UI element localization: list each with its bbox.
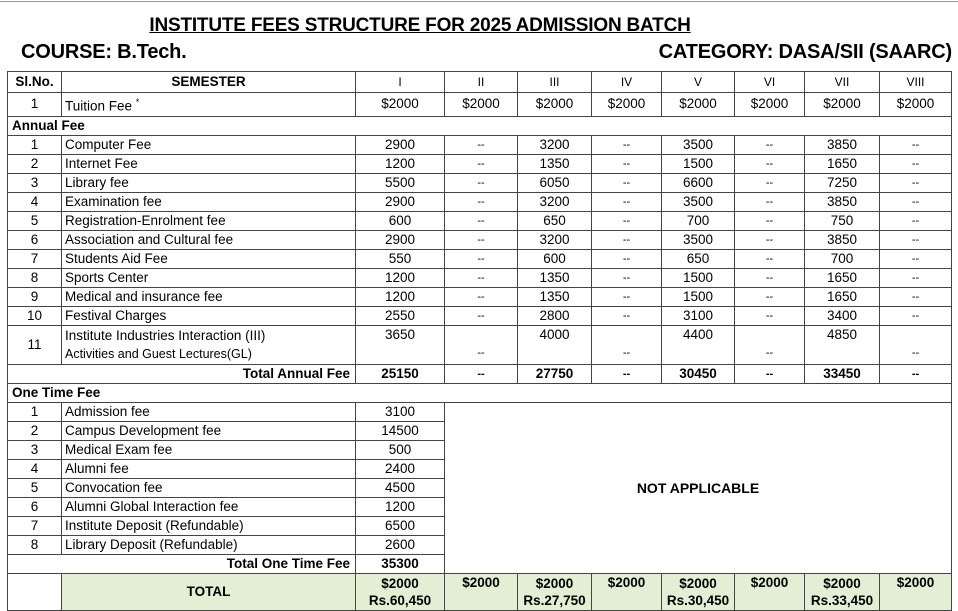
value-cell-sem-2: --: [445, 268, 518, 287]
fee-label: Alumni Global Interaction fee: [62, 497, 356, 516]
value-cell-sem-8: --: [880, 211, 952, 230]
fees-table: [7, 71, 952, 611]
value-cell-sem-8: --: [880, 287, 952, 306]
value-cell-sem-1: 3100: [356, 402, 445, 421]
not-applicable-cell: NOT APPLICABLE: [445, 402, 952, 573]
fee-label: Internet Fee: [62, 154, 356, 173]
grand-total-usd: $2000: [750, 574, 789, 590]
slno-cell: 2: [8, 154, 62, 173]
value-cell-sem-1: 6500: [356, 516, 445, 535]
slno-cell: 8: [8, 268, 62, 287]
value-cell-sem-5: 3500: [662, 192, 735, 211]
grand-total-sem-5: [662, 573, 735, 610]
header-sem-3: III: [518, 72, 592, 93]
header-sem-2: II: [445, 72, 518, 93]
fee-label: Computer Fee: [62, 135, 356, 154]
header-sem-8: VIII: [880, 72, 952, 93]
value-cell-sem-6: --: [735, 287, 805, 306]
annual-fee-row: [8, 306, 952, 325]
value-cell-sem-1: $2000: [356, 93, 445, 117]
grand-total-sem-8: [880, 573, 952, 610]
header-slno: Sl.No.: [8, 72, 62, 93]
slno-cell: 5: [8, 211, 62, 230]
value-cell-sem-4: --: [592, 268, 662, 287]
grand-total-inr: Rs.60,450: [368, 592, 432, 608]
value-cell-sem-7: 750: [805, 211, 880, 230]
value-cell-sem-4: --: [592, 287, 662, 306]
value-cell-sem-2: --: [445, 249, 518, 268]
grand-total-blank: [8, 573, 62, 610]
annual-fee-heading: Annual Fee: [8, 116, 952, 135]
annual-fee-row: [8, 135, 952, 154]
one-time-fee-heading: One Time Fee: [8, 383, 952, 402]
slno-cell: 6: [8, 230, 62, 249]
value-cell-sem-1: 35300: [356, 554, 445, 573]
value-cell-sem-4: --: [592, 135, 662, 154]
fee-label: Convocation fee: [62, 478, 356, 497]
annual-fee-row: [8, 192, 952, 211]
value-cell-sem-6: --: [735, 230, 805, 249]
value-cell-sem-8: --: [880, 135, 952, 154]
fee-label: Library fee: [62, 173, 356, 192]
grand-total-usd: $2000: [679, 575, 717, 591]
value-cell-sem-7: 3850: [805, 230, 880, 249]
grand-total-sem-3: [518, 573, 592, 610]
annual-fee-row: [8, 173, 952, 192]
value-cell-sem-1: 600: [356, 211, 445, 230]
fee-label: Medical Exam fee: [62, 440, 356, 459]
value-cell-sem-5: 6600: [662, 173, 735, 192]
fee-label: Association and Cultural fee: [62, 230, 356, 249]
document-title: INSTITUTE FEES STRUCTURE FOR 2025 ADMISSION BATCH: [149, 15, 691, 36]
value-cell-sem-2: --: [445, 173, 518, 192]
value-cell-sem-6: --: [735, 268, 805, 287]
value-cell-sem-7: $2000: [805, 93, 880, 117]
value-cell-sem-7: 4850: [805, 325, 880, 364]
value-cell-sem-1: 1200: [356, 268, 445, 287]
value-cell-sem-4: --: [592, 364, 662, 383]
value-cell-sem-8: --: [880, 364, 952, 383]
value-cell-sem-3: 1350: [518, 268, 592, 287]
value-cell-sem-3: 1350: [518, 287, 592, 306]
value-cell-sem-8: --: [880, 230, 952, 249]
value-cell-sem-6: --: [735, 192, 805, 211]
value-cell-sem-1: 500: [356, 440, 445, 459]
value-cell-sem-3: 2800: [518, 306, 592, 325]
fee-label: Sports Center: [62, 268, 356, 287]
value-cell-sem-8: $2000: [880, 93, 952, 117]
annual-fee-row: [8, 287, 952, 306]
value-cell-sem-2: --: [445, 325, 518, 364]
value-cell-sem-2: --: [445, 211, 518, 230]
fee-label: Institute Deposit (Refundable): [62, 516, 356, 535]
value-cell-sem-3: 27750: [518, 364, 592, 383]
value-cell-sem-2: --: [445, 287, 518, 306]
value-cell-sem-5: 4400: [662, 325, 735, 364]
header-sem-7: VII: [805, 72, 880, 93]
value-cell-sem-2: --: [445, 135, 518, 154]
value-cell-sem-1: 4500: [356, 478, 445, 497]
slno-cell: 4: [8, 192, 62, 211]
grand-total-inr: Rs.30,450: [666, 592, 730, 608]
annual-fee-row: [8, 249, 952, 268]
value-cell-sem-6: --: [735, 211, 805, 230]
value-cell-sem-6: --: [735, 364, 805, 383]
value-cell-sem-7: 7250: [805, 173, 880, 192]
value-cell-sem-6: --: [735, 306, 805, 325]
fee-label: Festival Charges: [62, 306, 356, 325]
header-sem-6: VI: [735, 72, 805, 93]
value-cell-sem-6: --: [735, 135, 805, 154]
header-semester: SEMESTER: [62, 72, 356, 93]
slno-cell: 7: [8, 249, 62, 268]
value-cell-sem-2: --: [445, 364, 518, 383]
grand-total-sem-6: [735, 573, 805, 610]
value-cell-sem-4: $2000: [592, 93, 662, 117]
value-cell-sem-5: 30450: [662, 364, 735, 383]
fee-label: Students Aid Fee: [62, 249, 356, 268]
slno-cell: 1: [8, 402, 62, 421]
value-cell-sem-3: 6050: [518, 173, 592, 192]
fee-label-line1: Institute Industries Interaction (III): [65, 327, 266, 343]
value-cell-sem-1: 1200: [356, 287, 445, 306]
slno-cell: 8: [8, 535, 62, 554]
fee-label: Alumni fee: [62, 459, 356, 478]
value-cell-sem-1: 3650: [356, 325, 445, 364]
value-cell-sem-3: $2000: [518, 93, 592, 117]
annual-fee-section-row: [8, 116, 952, 135]
slno-cell: 2: [8, 421, 62, 440]
value-cell-sem-8: --: [880, 173, 952, 192]
grand-total-label: TOTAL: [62, 573, 356, 610]
grand-total-usd: $2000: [535, 575, 574, 591]
header-sem-1: I: [356, 72, 445, 93]
grand-total-inr: Rs.27,750: [523, 592, 586, 608]
value-cell-sem-7: 1650: [805, 287, 880, 306]
value-cell-sem-4: --: [592, 325, 662, 364]
fee-label: Library Deposit (Refundable): [62, 535, 356, 554]
value-cell-sem-3: 3200: [518, 192, 592, 211]
grand-total-row: [8, 573, 952, 610]
header-sem-4: IV: [592, 72, 662, 93]
total-one-time-label: Total One Time Fee: [8, 554, 356, 573]
slno-cell: 5: [8, 478, 62, 497]
grand-total-sem-7: [805, 573, 880, 610]
value-cell-sem-7: 3850: [805, 135, 880, 154]
value-cell-sem-2: $2000: [445, 93, 518, 117]
total-annual-label: Total Annual Fee: [8, 364, 356, 383]
grand-total-usd: $2000: [607, 574, 646, 590]
value-cell-sem-1: 2550: [356, 306, 445, 325]
value-cell-sem-5: 1500: [662, 154, 735, 173]
slno-cell: 10: [8, 306, 62, 325]
grand-total-sem-1: [356, 573, 445, 610]
value-cell-sem-1: 25150: [356, 364, 445, 383]
grand-total-inr: Rs.33,450: [810, 592, 874, 608]
value-cell-sem-2: --: [445, 154, 518, 173]
value-cell-sem-7: 3400: [805, 306, 880, 325]
tuition-footnote-mark: *: [135, 97, 140, 107]
value-cell-sem-3: 650: [518, 211, 592, 230]
grand-total-usd: $2000: [462, 574, 500, 590]
value-cell-sem-6: --: [735, 173, 805, 192]
slno-cell: 1: [8, 93, 62, 117]
value-cell-sem-5: 3100: [662, 306, 735, 325]
value-cell-sem-5: 3500: [662, 135, 735, 154]
fee-label: Registration-Enrolment fee: [62, 211, 356, 230]
value-cell-sem-7: 33450: [805, 364, 880, 383]
slno-cell: 4: [8, 459, 62, 478]
slno-cell: 11: [8, 325, 62, 364]
fee-label: Examination fee: [62, 192, 356, 211]
value-cell-sem-5: $2000: [662, 93, 735, 117]
value-cell-sem-1: 2900: [356, 230, 445, 249]
header-sem-5: V: [662, 72, 735, 93]
one-time-fee-section-row: [8, 383, 952, 402]
value-cell-sem-1: 2900: [356, 135, 445, 154]
tuition-label: [62, 93, 356, 117]
value-cell-sem-1: 550: [356, 249, 445, 268]
category-label: CATEGORY: DASA/SII (SAARC): [658, 41, 952, 63]
value-cell-sem-7: 1650: [805, 268, 880, 287]
value-cell-sem-3: 3200: [518, 135, 592, 154]
annual-fee-row: [8, 230, 952, 249]
value-cell-sem-8: --: [880, 306, 952, 325]
value-cell-sem-4: --: [592, 230, 662, 249]
total-annual-fee-row: [8, 364, 952, 383]
value-cell-sem-1: 14500: [356, 421, 445, 440]
value-cell-sem-1: 2600: [356, 535, 445, 554]
fee-label-line2: Activities and Guest Lectures(GL): [65, 346, 252, 361]
value-cell-sem-4: --: [592, 154, 662, 173]
value-cell-sem-8: --: [880, 192, 952, 211]
value-cell-sem-6: --: [735, 154, 805, 173]
fee-label-two-line: [62, 325, 356, 364]
top-rule: [0, 1, 958, 2]
annual-fee-row: [8, 268, 952, 287]
value-cell-sem-6: --: [735, 325, 805, 364]
value-cell-sem-7: 1650: [805, 154, 880, 173]
value-cell-sem-2: --: [445, 192, 518, 211]
value-cell-sem-5: 650: [662, 249, 735, 268]
slno-cell: 9: [8, 287, 62, 306]
value-cell-sem-1: 1200: [356, 497, 445, 516]
one-time-fee-row: [8, 402, 952, 421]
value-cell-sem-1: 1200: [356, 154, 445, 173]
grand-total-sem-2: [445, 573, 518, 610]
tuition-row: [8, 93, 952, 117]
slno-cell: 3: [8, 173, 62, 192]
value-cell-sem-2: --: [445, 230, 518, 249]
value-cell-sem-3: 600: [518, 249, 592, 268]
value-cell-sem-8: --: [880, 325, 952, 364]
value-cell-sem-4: --: [592, 306, 662, 325]
fee-label: Medical and insurance fee: [62, 287, 356, 306]
value-cell-sem-6: $2000: [735, 93, 805, 117]
fee-label: Admission fee: [62, 402, 356, 421]
annual-fee-row-iii: [8, 325, 952, 364]
value-cell-sem-4: --: [592, 192, 662, 211]
annual-fee-row: [8, 154, 952, 173]
value-cell-sem-3: 3200: [518, 230, 592, 249]
grand-total-sem-4: [592, 573, 662, 610]
value-cell-sem-3: 4000: [518, 325, 592, 364]
grand-total-usd: $2000: [823, 575, 861, 591]
value-cell-sem-7: 700: [805, 249, 880, 268]
value-cell-sem-6: --: [735, 249, 805, 268]
slno-cell: 7: [8, 516, 62, 535]
slno-cell: 1: [8, 135, 62, 154]
value-cell-sem-8: --: [880, 249, 952, 268]
value-cell-sem-1: 2900: [356, 192, 445, 211]
value-cell-sem-5: 1500: [662, 268, 735, 287]
value-cell-sem-7: 3850: [805, 192, 880, 211]
value-cell-sem-8: --: [880, 268, 952, 287]
value-cell-sem-4: --: [592, 249, 662, 268]
value-cell-sem-2: --: [445, 306, 518, 325]
tuition-label-text: Tuition Fee: [65, 98, 136, 114]
value-cell-sem-5: 700: [662, 211, 735, 230]
value-cell-sem-1: 5500: [356, 173, 445, 192]
grand-total-usd: $2000: [896, 574, 935, 590]
course-label: COURSE: B.Tech.: [21, 41, 187, 63]
slno-cell: 3: [8, 440, 62, 459]
value-cell-sem-5: 1500: [662, 287, 735, 306]
header-row: [8, 72, 952, 93]
slno-cell: 6: [8, 497, 62, 516]
value-cell-sem-4: --: [592, 211, 662, 230]
value-cell-sem-5: 3500: [662, 230, 735, 249]
fee-label: Campus Development fee: [62, 421, 356, 440]
value-cell-sem-1: 2400: [356, 459, 445, 478]
grand-total-usd: $2000: [381, 575, 419, 591]
annual-fee-row: [8, 211, 952, 230]
value-cell-sem-3: 1350: [518, 154, 592, 173]
value-cell-sem-8: --: [880, 154, 952, 173]
value-cell-sem-4: --: [592, 173, 662, 192]
